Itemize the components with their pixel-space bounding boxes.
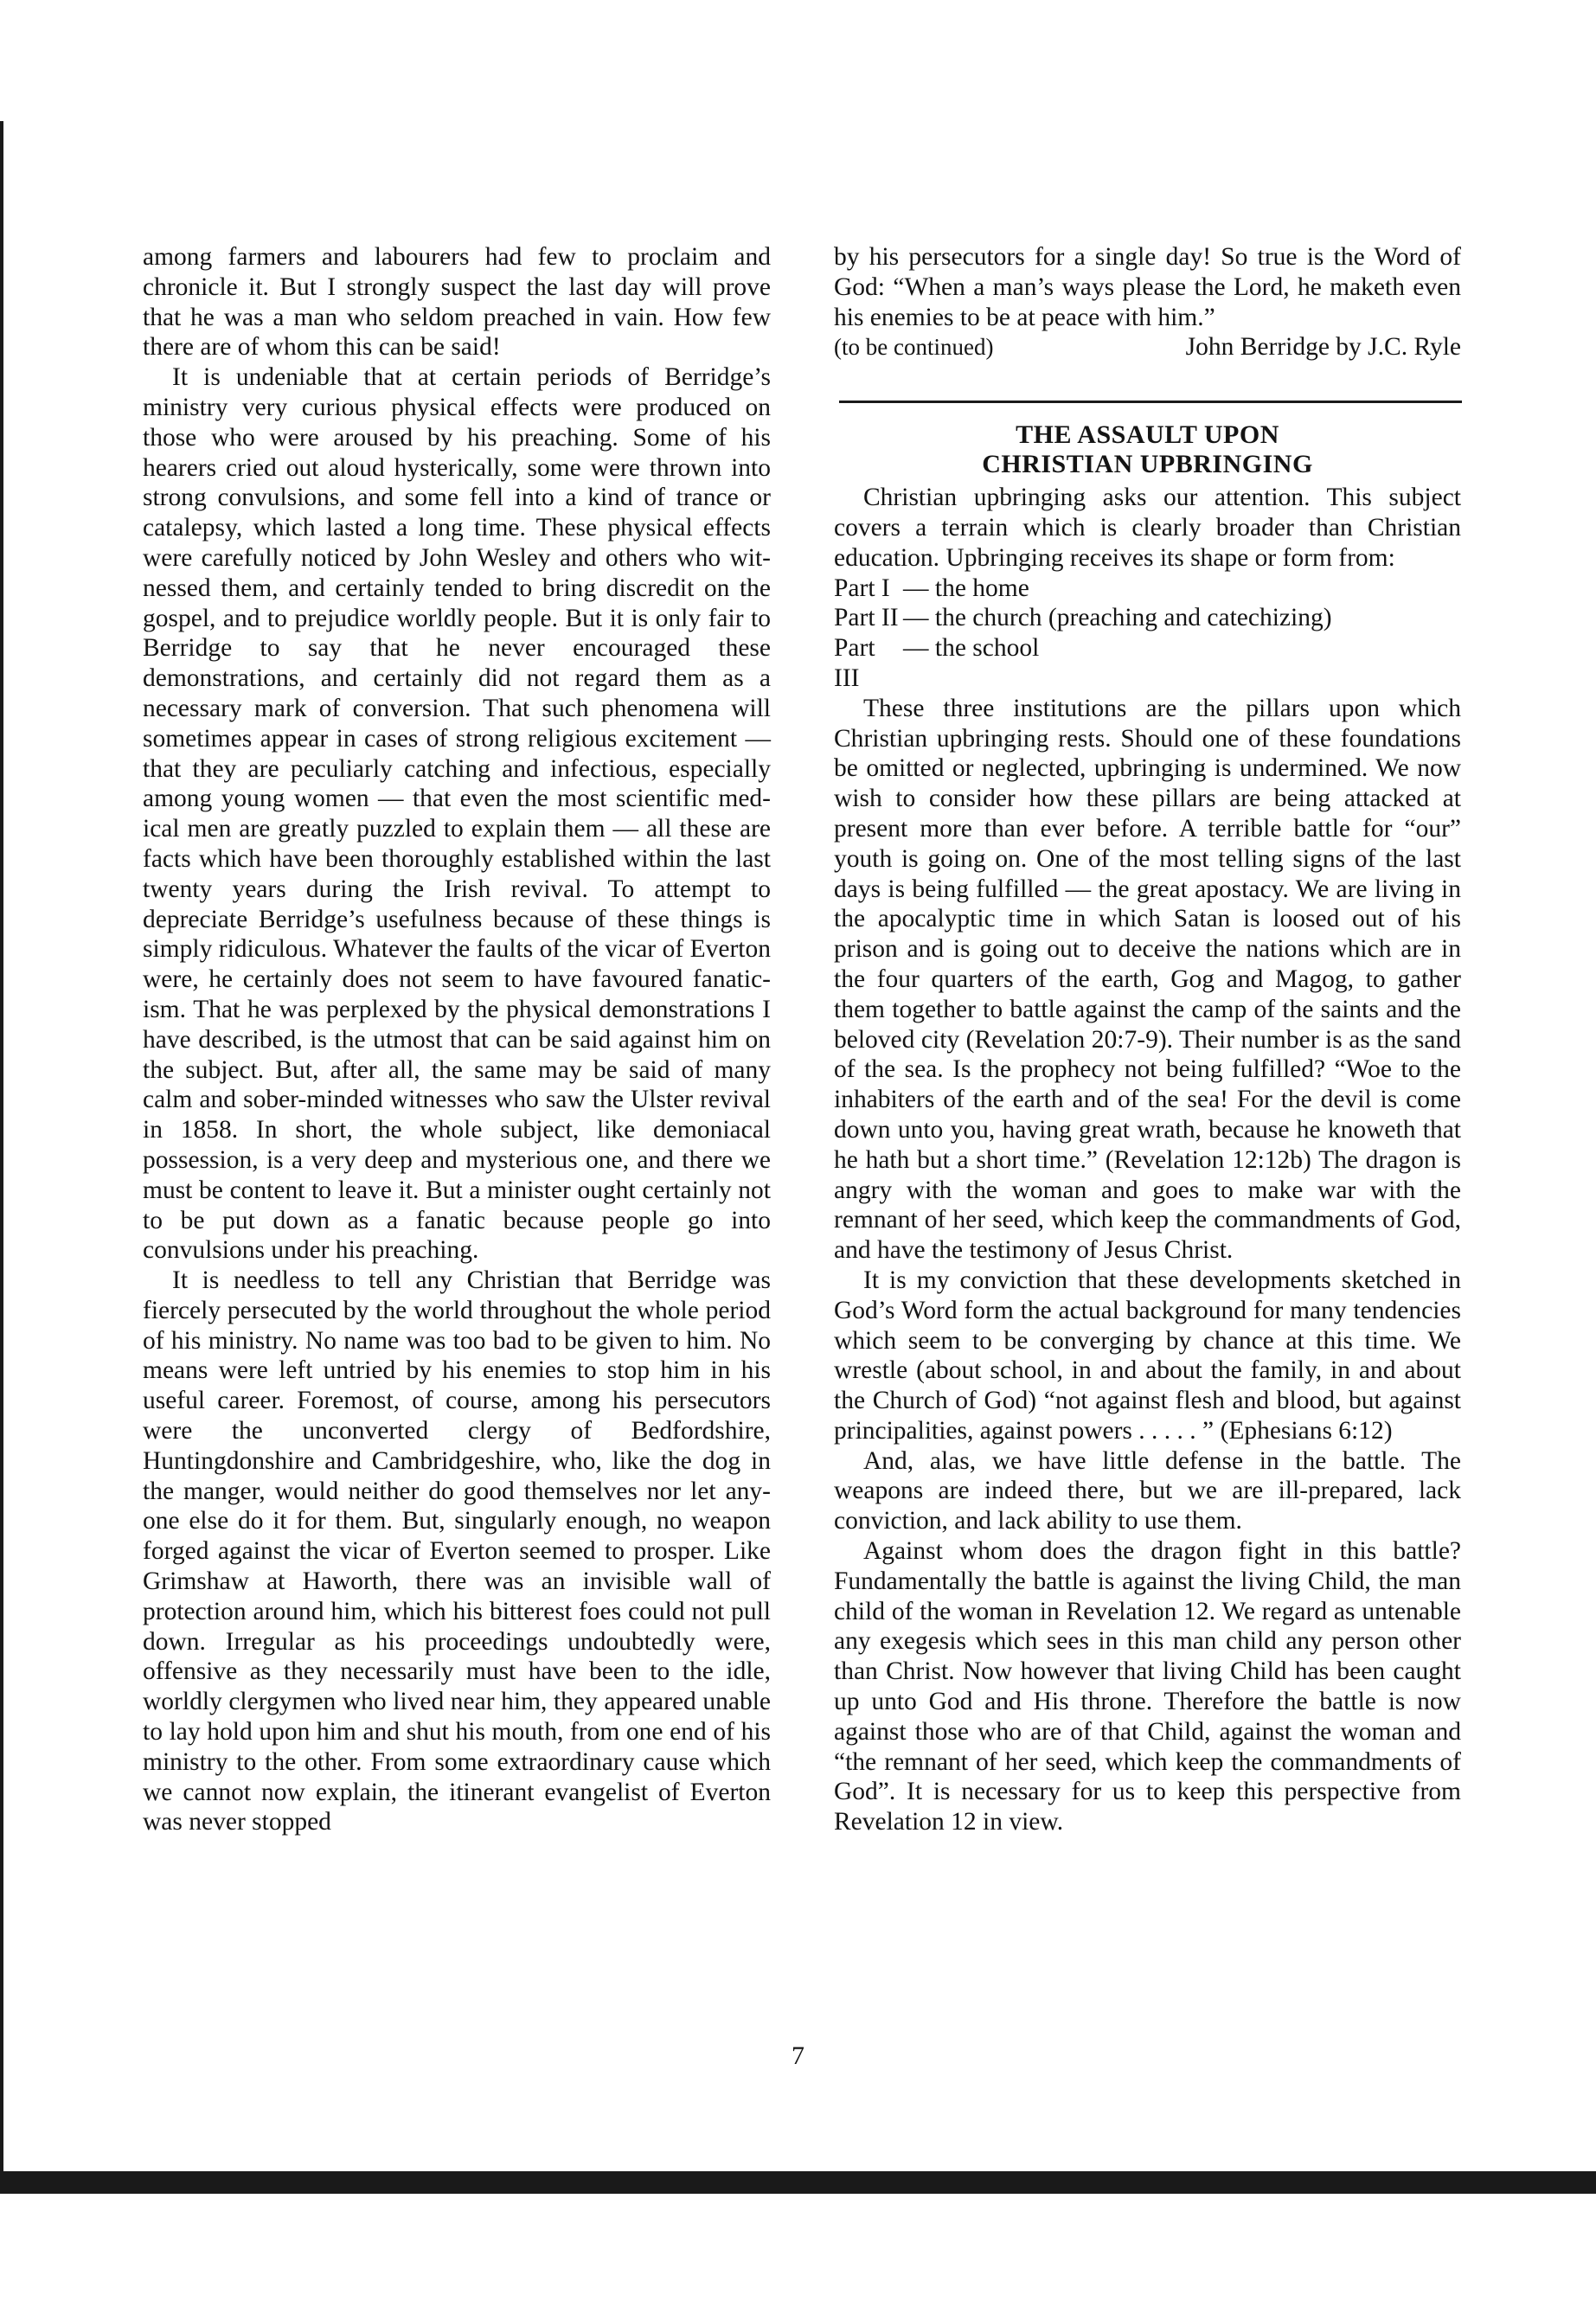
part-label: Part III	[834, 634, 875, 692]
article-title-line-2: CHRISTIAN UPBRINGING	[982, 450, 1313, 479]
section-divider	[839, 401, 1462, 403]
author-attribution: John Berridge by J.C. Ryle	[1185, 333, 1461, 362]
part-label: Part II	[834, 604, 899, 632]
article-title	[834, 420, 1461, 479]
list-item	[834, 574, 1461, 604]
scan-border-left	[0, 121, 3, 2180]
part-description: — the home	[903, 574, 1029, 602]
right-paragraph-1: These three institutions are the pillars upon which Christian upbringing rests. Should one of these foundations be omitted or neglected, upbringing is undermined. We now wish to consider how these pillars are being attacked at present more than ever before. A terrible battle for “our” youth is going on. One of the most telling signs of the last days is being fulfilled — the great apostacy. We are living in the apocalyptic time in which Satan is loosed out of his prison and is going out to deceive the nations which are in the four quarters of the earth, Gog and Magog, to gather them together to battle against the camp of the saints and the beloved city (Revelation 20:7-9). Their number is as the sand of the sea. Is the prophecy not being fulfilled? “Woe to the inhabiters of the earth and of the sea! For the devil is come down unto you, having great wrath, because he knoweth that he hath but a short time.” (Revelation 12:12b) The dragon is angry with the woman and goes to make war with the remnant of her seed, which keep the commandments of God, and have the testimony of Jesus Christ.	[834, 694, 1461, 1265]
right-opening-paragraph: by his persecutors for a single day! So true is the Word of God: “When a man’s ways please the Lord, he maketh even his enemies to be at peace with him.”	[834, 243, 1461, 331]
article-title-line-1: THE ASSAULT UPON	[1016, 420, 1279, 450]
intro-paragraph: Christian upbringing asks our attention. This subject covers a terrain which is clearly broader than Christian education. Upbringing receives its shape or form from:	[834, 484, 1461, 572]
left-paragraph-1: among farmers and labourers had few to proclaim and chronicle it. But I strongly suspect the last day will prove that he was a man who seldom preached in vain. How few there are of whom this can be said!	[143, 243, 771, 362]
page-number: 7	[792, 2041, 804, 2070]
part-description: — the church (preaching and catechizing)	[903, 604, 1332, 632]
right-paragraph-2: It is my conviction that these developments sketched in God’s Word form the actual background for many tendencies which seem to be converging by chance at this time. We wrestle (about school, in and about the family, in and about the Church of God) “not against flesh and blood, but against principalities, against powers . . . . . ” (Ephesians 6:12)	[834, 1266, 1461, 1445]
continued-note: (to be continued)	[834, 334, 994, 361]
right-column	[834, 242, 1461, 1837]
part-description: — the school	[903, 634, 1040, 663]
left-column	[143, 242, 771, 1837]
part-label: Part I	[834, 574, 890, 602]
parts-list	[834, 574, 1461, 694]
right-paragraph-3: And, alas, we have little defense in the battle. The weapons are indeed there, but we are ill-prepared, lack conviction, and lack ability to use them.	[834, 1446, 1461, 1535]
left-paragraph-2: It is undeniable that at certain periods of Berridge’s ministry very curious physical effects were produced on those who were aroused by his preaching. Some of his hearers cried out aloud hysterically, some were thrown into strong convulsions, and some fell into a kind of trance or catalepsy, which lasted a long time. These physical effects were carefully noticed by John Wesley and others who witnessed them, and certainly tended to bring discredit on the gospel, and to prejudice worldly people. But it is only fair to Berridge to say that he never encouraged these demonstrations, and certainly did not regard them as a necessary mark of conversion. That such phenomena will sometimes appear in cases of strong religious excitement — that they are peculiarly catching and infectious, especially among young women — that even the most scientific medical men are greatly puzzled to explain them — all these are facts which have been thoroughly established within the last twenty years during the Irish revival. To attempt to depreciate Berridge’s usefulness because of these things is simply ridiculous. Whatever the faults of the vicar of Everton were, he certainly does not seem to have favoured fanaticism. That he was perplexed by the physical demonstrations I have described, is the utmost that can be said against him on the subject. But, after all, the same may be said of many calm and sober-minded witnesses who saw the Ulster revival in 1858. In short, the whole subject, like demoniacal possession, is a very deep and mysterious one, and there we must be content to leave it. But a minister ought certainly not to be put down as a fanatic because people go into convulsions under his preaching.	[143, 363, 771, 1265]
list-item	[834, 633, 1461, 694]
article-signature	[834, 332, 1461, 362]
list-item	[834, 603, 1461, 633]
left-paragraph-3: It is needless to tell any Christian that Berridge was fiercely persecuted by the world throughout the whole period of his ministry. No name was too bad to be given to him. No means were left untried by his enemies to stop him in his useful career. Foremost, of course, among his persecutors were the unconverted clergy of Bedfordshire, Huntingdonshire and Cambridgeshire, who, like the dog in the manger, would neither do good themselves nor let anyone else do it for them. But, singularly enough, no weapon forged against the vicar of Everton seemed to prosper. Like Grimshaw at Haworth, there was an invisible wall of protection around him, which his bitterest foes could not pull down. Irregular as his proceedings undoubtedly were, offensive as they necessarily must have been to the idle, worldly clergymen who lived near him, they appeared unable to lay hold upon him and shut his mouth, from one end of his ministry to the other. From some extraordinary cause which we cannot now explain, the itinerant evangelist of Everton was never stopped	[143, 1266, 771, 1836]
scan-border-bottom	[0, 2171, 1596, 2194]
right-paragraph-4: Against whom does the dragon fight in this battle? Fundamentally the battle is against the living Child, the man child of the woman in Revelation 12. We regard as untenable any exegesis which sees in this man child any person other than Christ. Now however that living Child has been caught up unto God and His throne. Therefore the battle is now against those who are of that Child, against the woman and “the remnant of her seed, which keep the commandments of God”. It is necessary for us to keep this perspective from Revelation 12 in view.	[834, 1537, 1461, 1836]
